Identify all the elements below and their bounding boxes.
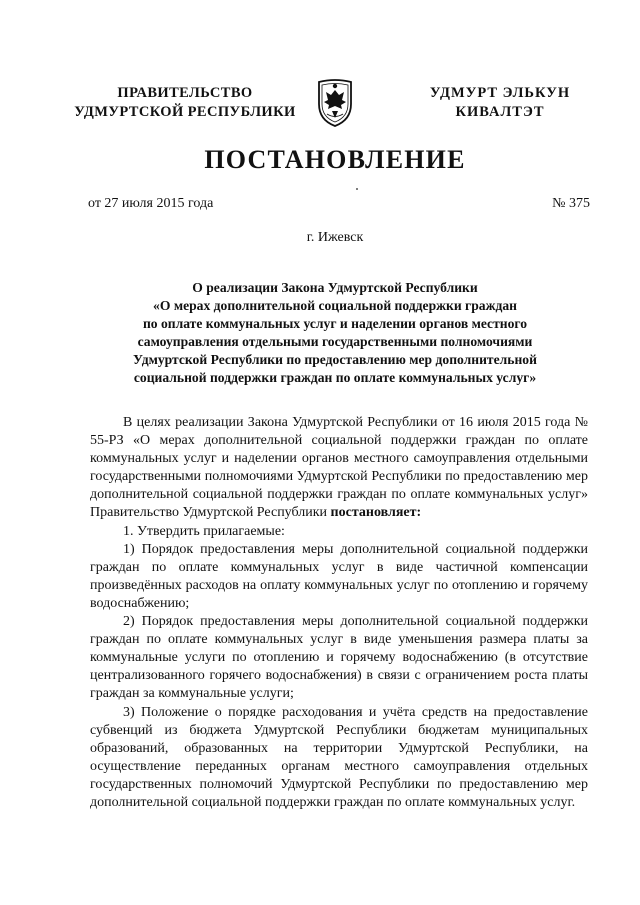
decree-word: постановляет: bbox=[330, 505, 422, 521]
preamble-text: В целях реализации Закона Удмуртской Республики от 16 июля 2015 года № 55-РЗ «О мерах дополнительной социальной поддержки граждан по оплате коммунальных услуг и наделении органов местного самоуправления отдельными государственными полномочиями Удмуртской Республики по предоставлению мер дополнительной социальной поддержки граждан по оплате коммунальных услуг» Правительство Удмуртской Республики bbox=[90, 415, 588, 521]
issuer-udmurt-line2: КИВАЛТЭТ bbox=[455, 104, 545, 120]
heading-line: самоуправления отдельными государственными полномочиями bbox=[137, 334, 533, 349]
item-1: 1. Утвердить прилагаемые: bbox=[123, 523, 285, 539]
document-type-title: ПОСТАНОВЛЕНИЕ bbox=[204, 145, 466, 174]
document-body bbox=[90, 414, 588, 812]
udmurt-coat-of-arms-icon bbox=[314, 78, 356, 128]
issuer-udmurt bbox=[400, 84, 600, 122]
heading-line: по оплате коммунальных услуг и наделении органов местного bbox=[142, 316, 528, 331]
document-heading bbox=[90, 279, 580, 387]
scan-speck bbox=[356, 188, 358, 190]
document-number: № 375 bbox=[552, 196, 590, 211]
heading-line: социальной поддержки граждан по оплате коммунальных услуг» bbox=[133, 370, 537, 385]
item-1-3: 3) Положение о порядке расходования и учёта средств на предоставление субвенций из бюджета Удмуртской Республики бюджетам муниципальных образований, образованных на территории Удмуртской Республики, на осуществление переданных органам местного самоуправления отдельных государственных полномочий Удмуртской Республики по предоставлению мер дополнительной социальной поддержки граждан по оплате коммунальных услуг. bbox=[90, 704, 588, 810]
preamble-paragraph bbox=[90, 414, 588, 523]
heading-line: О реализации Закона Удмуртской Республики bbox=[192, 280, 478, 295]
issuer-udmurt-line1: УДМУРТ ЭЛЬКУН bbox=[429, 85, 571, 101]
item-1-1: 1) Порядок предоставления меры дополнительной социальной поддержки граждан по оплате коммунальных услуг в виде частичной компенсации произведённых расходов на оплату коммунальных услуг по отоплению и горячему водоснабжению; bbox=[90, 541, 588, 611]
issuer-russian-line1: ПРАВИТЕЛЬСТВО bbox=[117, 85, 253, 101]
heading-line: Удмуртской Республики по предоставлению мер дополнительной bbox=[133, 352, 537, 367]
heading-line: «О мерах дополнительной социальной поддержки граждан bbox=[153, 298, 517, 313]
issuer-russian-line2: УДМУРТСКОЙ РЕСПУБЛИКИ bbox=[74, 104, 296, 120]
document-city: г. Ижевск bbox=[306, 230, 364, 245]
document-date: от 27 июля 2015 года bbox=[88, 196, 214, 211]
item-1-2: 2) Порядок предоставления меры дополнительной социальной поддержки граждан по оплате коммунальных услуг в виде уменьшения размера платы за коммунальные услуги по отоплению и горячему водоснабжению (в отсутствие централизованного горячего водоснабжения) в связи с ограничением роста платы граждан за коммунальные услуги; bbox=[90, 614, 588, 702]
issuer-russian bbox=[60, 84, 310, 122]
